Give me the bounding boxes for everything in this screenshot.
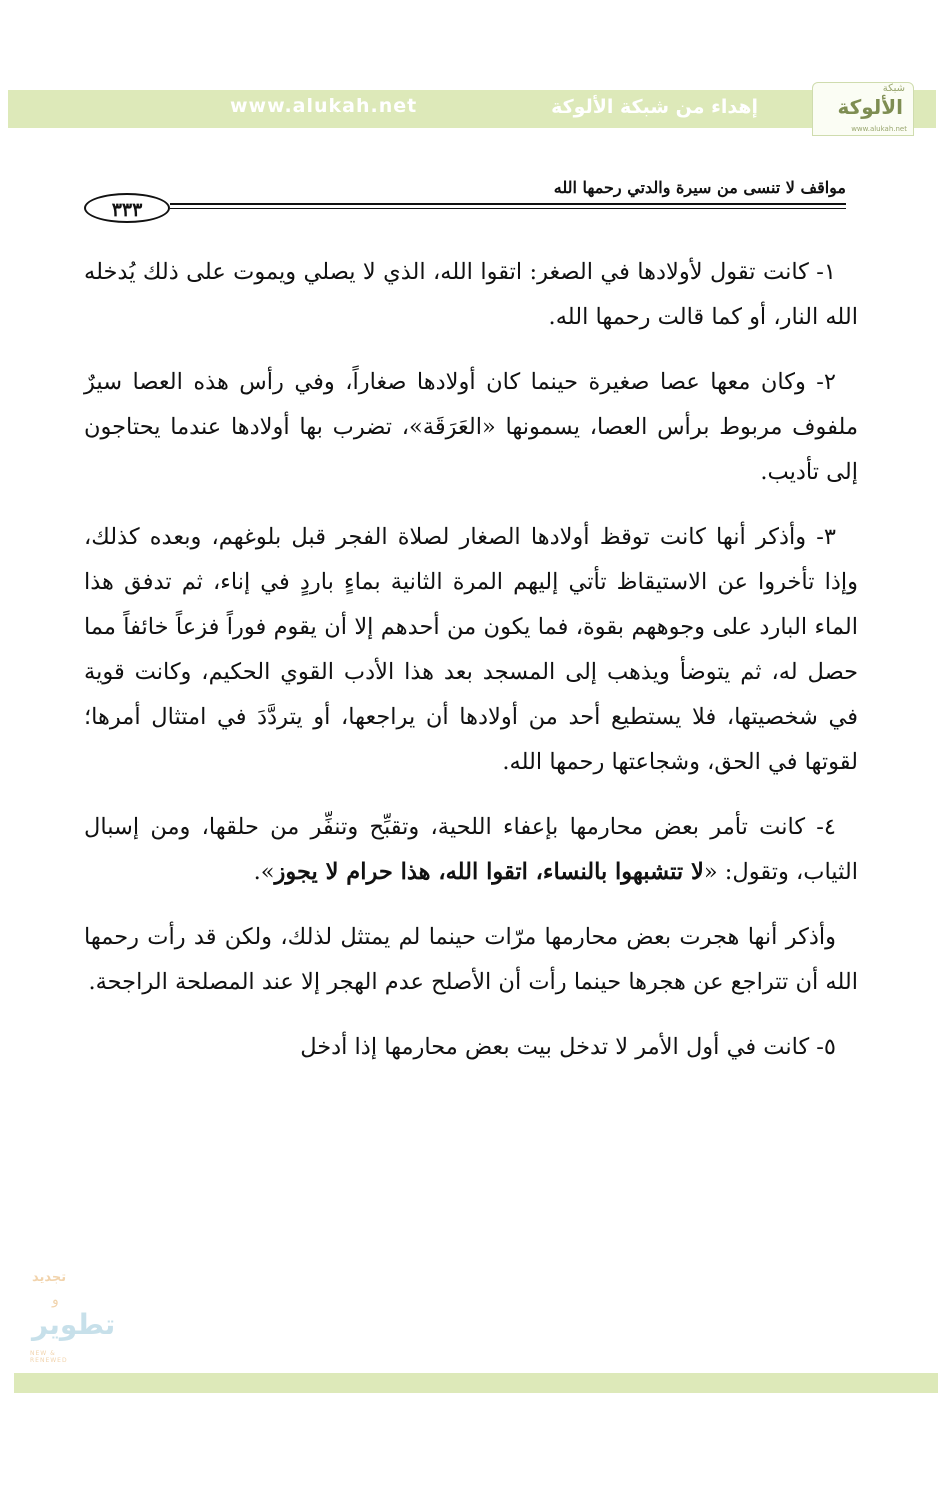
paragraph-4-end: ». — [253, 859, 275, 885]
banner-tagline: إهداء من شبكة الألوكة — [551, 96, 758, 118]
watermark-logo — [26, 1270, 116, 1366]
header-rule-thin — [170, 208, 846, 209]
logo-small-text: شبكة — [882, 83, 905, 94]
logo-url: www.alukah.net — [851, 125, 907, 133]
watermark-line-4: NEW & RENEWED — [30, 1350, 68, 1364]
paragraph-6: ٥- كانت في أول الأمر لا تدخل بيت بعض محارمها إذا أدخل — [300, 1034, 836, 1060]
paragraph-5: وأذكر أنها هجرت بعض محارمها مرّات حينما لم يمتثل لذلك، ولكن قد رأت رحمها الله أن تتراجع عن هجرها حينما رأت أن الأصلح عدم الهجر إلا عند المصلحة الراجحة. — [84, 924, 858, 995]
banner-site-url[interactable]: www.alukah.net — [230, 95, 418, 117]
watermark-line-1: تجديد — [32, 1270, 67, 1285]
alukah-logo — [812, 82, 914, 136]
footer-band — [14, 1373, 938, 1393]
paragraph-3: ٣- وأذكر أنها كانت توقظ أولادها الصغار لصلاة الفجر قبل بلوغهم، وبعده كذلك، وإذا تأخروا عن الاستيقاظ تأتي إليهم المرة الثانية بماءٍ باردٍ في إناء، ثم تدفق هذا الماء البارد على وجوههم بقوة، فما يكون من أحدهم إلا أن يقوم فوراً فزعاً خائفاً مما حصل له، ثم يتوضأ ويذهب إلى المسجد بعد هذا الأدب القوي الحكيم، وكانت قوية في شخصيتها، فلا يستطيع أحد من أولادها أن يراجعها، أو يتردَّدَ في امتثال أمرها؛ لقوتها في الحق، وشجاعتها رحمها الله. — [84, 524, 858, 775]
watermark-line-2: و — [52, 1292, 59, 1308]
page-number: ٣٣٣ — [84, 193, 170, 223]
logo-text: الألوكة — [837, 95, 903, 119]
watermark-line-3: تطوير — [32, 1308, 116, 1341]
page-body — [84, 250, 858, 1090]
header-rule — [170, 203, 846, 205]
paragraph-4 — [84, 805, 858, 895]
top-banner — [8, 83, 936, 133]
paragraph-4-quote: لا تتشبهوا بالنساء، اتقوا الله، هذا حرام لا يجوز — [274, 859, 704, 885]
paragraph-2: ٢- وكان معها عصا صغيرة حينما كان أولادها صغاراً، وفي رأس هذه العصا سيرٌ ملفوف مربوط برأس العصا، يسمونها «العَرَقَة»، تضرب بها أولادها عندما يحتاجون إلى تأديب. — [84, 369, 858, 485]
running-header-title: مواقف لا تنسى من سيرة والدتي رحمها الله — [553, 178, 846, 197]
paragraph-4-text: ٤- كانت تأمر بعض محارمها بإعفاء اللحية، وتقبِّح وتنفِّر من حلقها، ومن إسبال الثياب، وتقول: « — [84, 814, 858, 885]
paragraph-1: ١- كانت تقول لأولادها في الصغر: اتقوا الله، الذي لا يصلي ويموت على ذلك يُدخله الله النار، أو كما قالت رحمها الله. — [84, 259, 858, 330]
